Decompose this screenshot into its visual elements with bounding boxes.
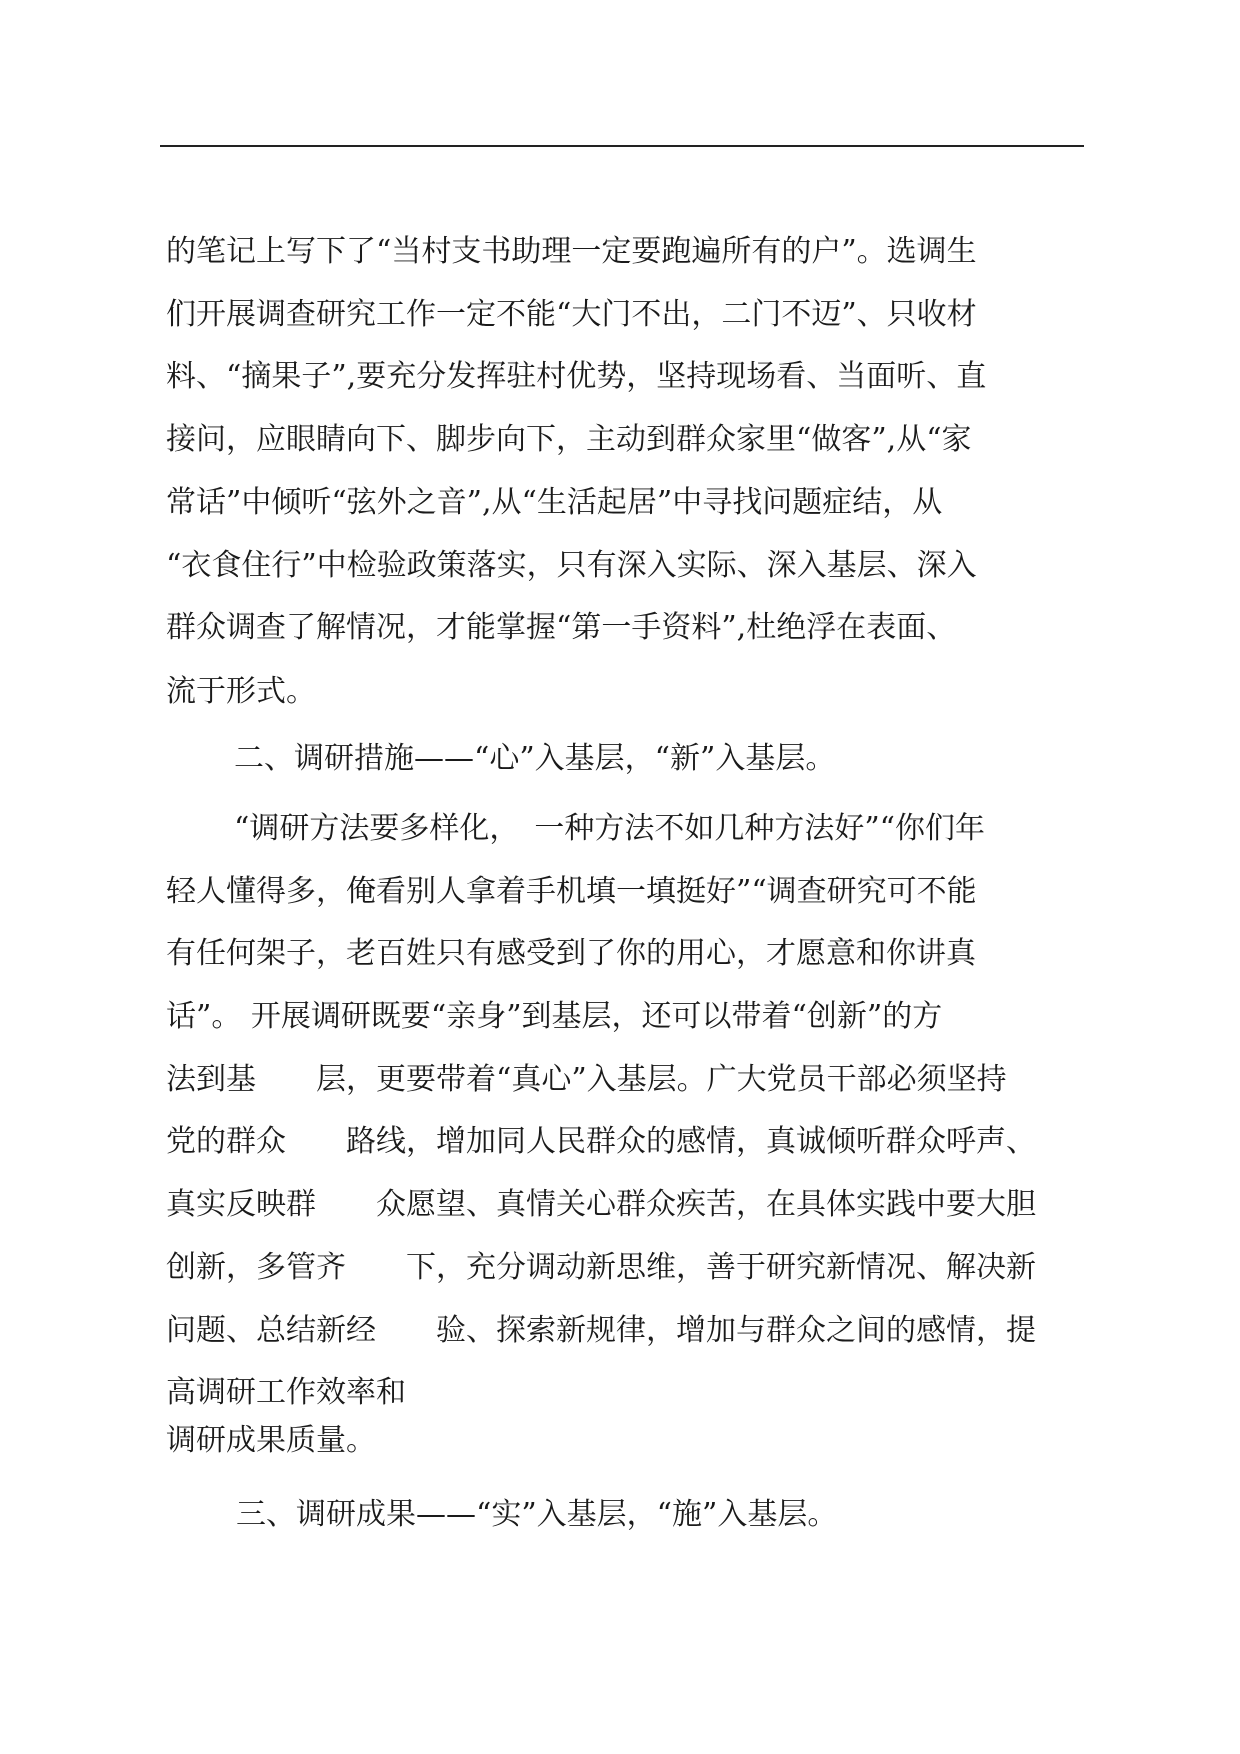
body-line-17: 问题、总结新经 验、探索新规律，增加与群众之间的感情，提	[166, 1313, 1036, 1348]
header-rule	[160, 145, 1084, 147]
body-line-11: 有任何架子，老百姓只有感受到了你的用心，才愿意和你讲真	[166, 936, 976, 971]
body-line-13: 法到基 层，更要带着“真心”入基层。广大党员干部必须坚持	[166, 1062, 1007, 1097]
body-line-9: “调研方法要多样化， 一种方法不如几种方法好”“你们年	[234, 811, 986, 846]
section-heading-2: 二、调研措施——“心”入基层，“新”入基层。	[234, 741, 836, 776]
body-line-8: 流于形式。	[166, 674, 316, 709]
body-line-19: 调研成果质量。	[166, 1423, 376, 1458]
body-line-4: 接问，应眼睛向下、脚步向下，主动到群众家里“做客”,从“家	[166, 422, 972, 457]
body-line-3: 料、“摘果子”,要充分发挥驻村优势，坚持现场看、当面听、直	[166, 359, 987, 394]
body-line-12: 话”。 开展调研既要“亲身”到基层，还可以带着“创新”的方	[166, 999, 943, 1034]
body-line-2: 们开展调查研究工作一定不能“大门不出，二门不迈”、只收材	[166, 297, 977, 332]
body-line-1: 的笔记上写下了“当村支书助理一定要跑遍所有的户”。选调生	[166, 234, 977, 269]
body-line-7: 群众调查了解情况，才能掌握“第一手资料”,杜绝浮在表面、	[166, 610, 957, 645]
body-line-6: “衣食住行”中检验政策落实，只有深入实际、深入基层、深入	[166, 548, 977, 583]
body-line-10: 轻人懂得多，俺看别人拿着手机填一填挺好”“调查研究可不能	[166, 874, 977, 909]
body-line-15: 真实反映群 众愿望、真情关心群众疾苦，在具体实践中要大胆	[166, 1187, 1036, 1222]
body-line-18: 高调研工作效率和	[166, 1375, 406, 1410]
body-line-16: 创新，多管齐 下，充分调动新思维，善于研究新情况、解决新	[166, 1250, 1036, 1285]
body-line-14: 党的群众 路线，增加同人民群众的感情，真诚倾听群众呼声、	[166, 1124, 1036, 1159]
section-heading-3: 三、调研成果——“实”入基层，“施”入基层。	[236, 1497, 838, 1532]
body-line-5: 常话”中倾听“弦外之音”,从“生活起居”中寻找问题症结，从	[166, 485, 943, 520]
